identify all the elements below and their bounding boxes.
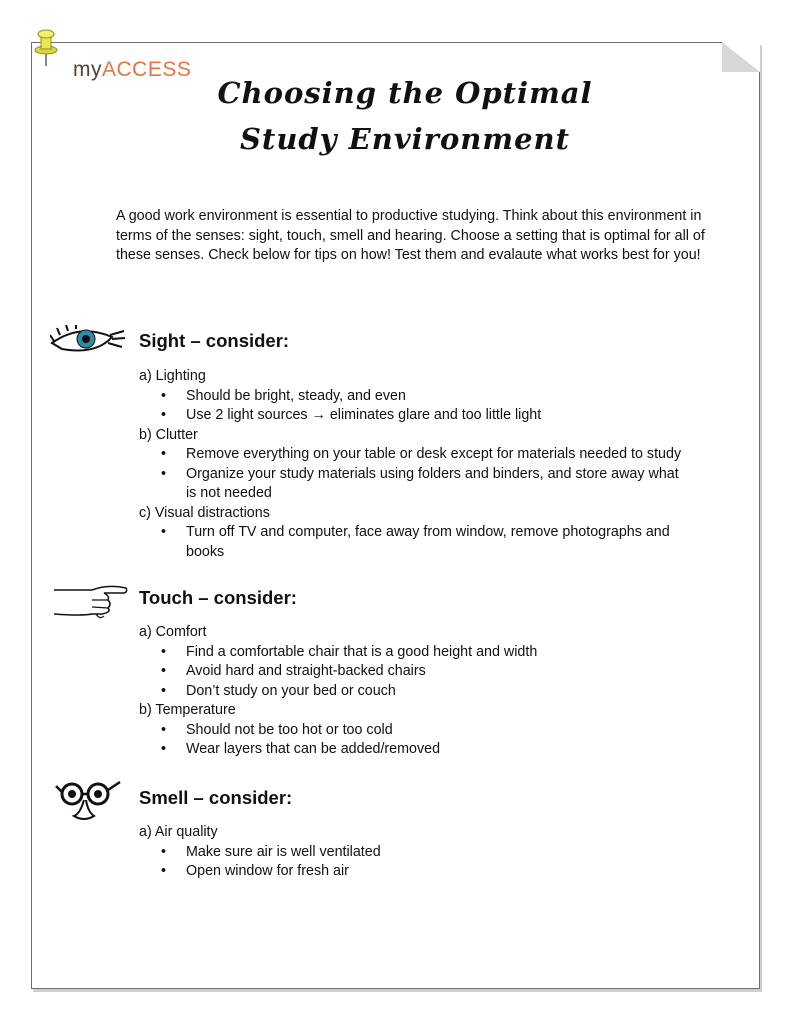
smell-sub-a: a) Air quality [139,824,218,840]
smell-heading: Smell – consider: [139,787,293,808]
title-line-1: Choosing the Optimal [217,76,593,110]
list-item: • Remove everything on your table or desk except for materials needed to study [139,445,709,465]
list-item: • Should not be too hot or too cold [139,721,709,741]
pushpin-icon [32,28,60,68]
smell-list [139,823,709,882]
glasses-nose-icon [54,780,122,822]
list-item: • Use 2 light sources → eliminates glare and too little light [139,406,709,426]
title-line-2: Study Environment [239,122,571,156]
myaccess-logo: myACCESS [73,58,192,81]
sight-sub-c: c) Visual distractions [139,504,270,521]
page-curl [722,42,760,72]
list-item: • Make sure air is well ventilated [139,843,709,863]
list-item: • Should be bright, steady, and even [139,387,709,407]
pointing-hand-icon [52,580,130,622]
intro-paragraph: A good work environment is essential to productive studying. Think about this environment in terms of the senses: sight, touch, smell and hearing. Choose a setting that is optimal for all of these senses. Check below for tips on how! Test them and evalaute what works best for you! [116,208,705,263]
list-item: • Organize your study materials using folders and binders, and store away what is not needed [139,465,691,504]
touch-sub-b: b) Temperature [139,702,236,718]
sight-sub-b: b) Clutter [139,426,198,443]
list-item: • Avoid hard and straight-backed chairs [139,662,709,682]
touch-heading: Touch – consider: [139,587,297,608]
touch-list [139,623,709,760]
touch-sub-a: a) Comfort [139,624,207,640]
page-title [120,70,690,162]
list-item: • Turn off TV and computer, face away from window, remove photographs and books [139,523,691,562]
eye-icon [50,325,126,355]
list-item: • Wear layers that can be added/removed [139,740,709,760]
list-item: • Don’t study on your bed or couch [139,682,709,702]
sight-list [139,367,709,562]
list-item: • Find a comfortable chair that is a good height and width [139,643,709,663]
sight-sub-a: a) Lighting [139,368,206,384]
list-item: • Open window for fresh air [139,862,709,882]
sight-heading: Sight – consider: [139,330,290,351]
